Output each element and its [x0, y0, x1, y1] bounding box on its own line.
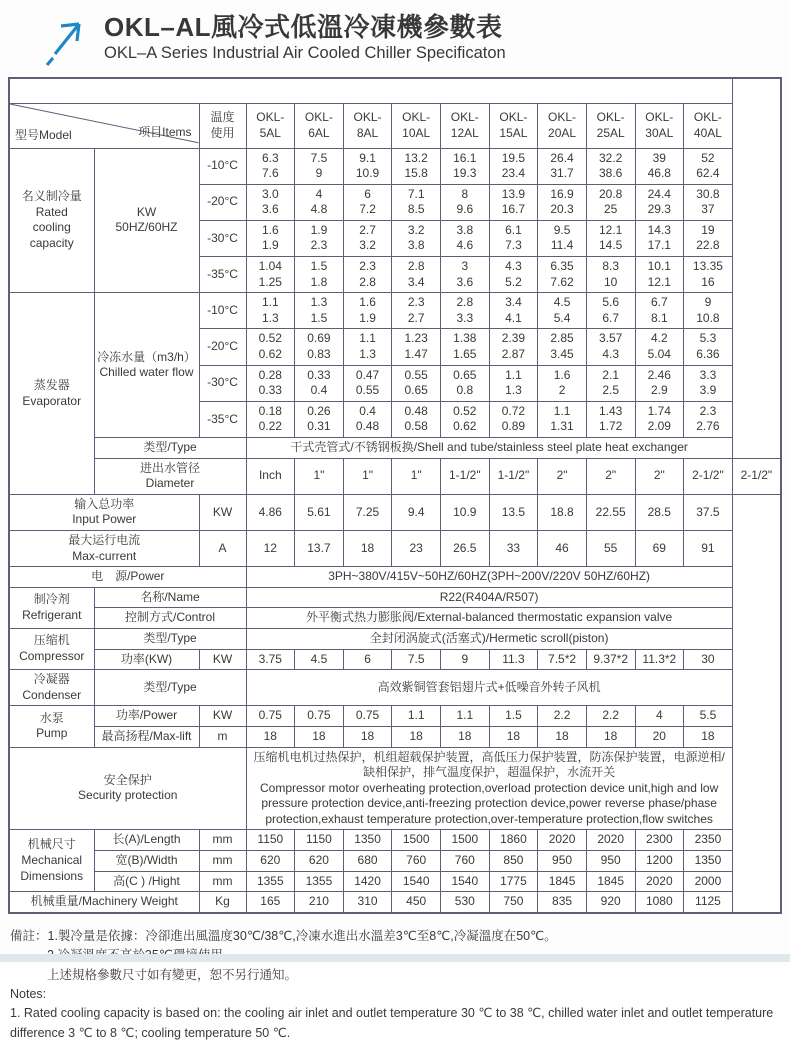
value-cell: 18	[684, 726, 733, 747]
value-cell: 3.2 3.8	[392, 220, 441, 256]
value-cell: 0.28 0.33	[246, 365, 295, 401]
value-cell: 2.2	[538, 706, 587, 727]
table-row	[9, 587, 781, 608]
value-cell: 2.8 3.4	[392, 257, 441, 293]
value-cell: 1080	[635, 892, 684, 913]
value-cell: 1420	[343, 871, 392, 892]
value-cell: 20	[635, 726, 684, 747]
table-row	[9, 747, 781, 830]
value-cell: 2300	[635, 830, 684, 851]
value-cell: 1200	[635, 851, 684, 872]
label-machinery-weight: 机械重量/Machinery Weight	[9, 892, 199, 913]
value-cell: 760	[441, 851, 490, 872]
value-cell: 0.75	[246, 706, 295, 727]
value-cell: 3.57 4.3	[586, 329, 635, 365]
value-cell: 4.5	[295, 649, 344, 670]
unit-kw: KW	[199, 706, 246, 727]
value-cell: 6.1 7.3	[489, 220, 538, 256]
value-cell: 530	[441, 892, 490, 913]
unit-kw: KW	[199, 494, 246, 530]
note-line-zh-3: 上述規格參數尺寸如有變更，恕不另行通知。	[47, 967, 298, 982]
temp-row-label: -30°C	[199, 220, 246, 256]
value-cell: 1-1/2"	[441, 458, 490, 494]
table-row	[9, 458, 781, 494]
value-cell: 0.52 0.62	[441, 401, 490, 437]
value-cell: 1.1 1.3	[489, 365, 538, 401]
value-cell: 2"	[586, 458, 635, 494]
value-cell: 0.52 0.62	[246, 329, 295, 365]
label-compressor-power: 功率(KW)	[94, 649, 199, 670]
unit-kg: Kg	[199, 892, 246, 913]
value-cell: 210	[295, 892, 344, 913]
title-block	[104, 13, 506, 64]
value-cell: 18	[343, 726, 392, 747]
value-cell: 1.1	[441, 706, 490, 727]
unit-inch: Inch	[246, 458, 295, 494]
value-cell: 26.4 31.7	[538, 148, 587, 184]
value-cell: 1.5 1.8	[295, 257, 344, 293]
value-cell: 1.1 1.3	[246, 293, 295, 329]
value-cell: 3.0 3.6	[246, 184, 295, 220]
value-cell: 3 3.6	[441, 257, 490, 293]
value-cell: 1500	[392, 830, 441, 851]
value-cell: 6.3 7.6	[246, 148, 295, 184]
value-cell: 13.9 16.7	[489, 184, 538, 220]
value-cell: 0.47 0.55	[343, 365, 392, 401]
value-cell: 52 62.4	[684, 148, 733, 184]
value-cell: 7.5*2	[538, 649, 587, 670]
value-cell: 9.4	[392, 494, 441, 530]
value-cell: 1.04 1.25	[246, 257, 295, 293]
value-cell: 1.23 1.47	[392, 329, 441, 365]
value-cell: 0.18 0.22	[246, 401, 295, 437]
label-pipe-diameter: 进出水管径 Diameter	[94, 458, 246, 494]
temp-row-label: -10°C	[199, 293, 246, 329]
notes-block	[10, 927, 782, 1043]
value-cell: 69	[635, 530, 684, 566]
value-cell: 7.25	[343, 494, 392, 530]
value-cell: 0.48 0.58	[392, 401, 441, 437]
value-cell: 14.3 17.1	[635, 220, 684, 256]
value-cell: 9.1 10.9	[343, 148, 392, 184]
value-cell: 23	[392, 530, 441, 566]
value-cell: 2.2	[586, 706, 635, 727]
temp-row-label: -20°C	[199, 184, 246, 220]
temp-row-label: -20°C	[199, 329, 246, 365]
temp-row-label: -10°C	[199, 148, 246, 184]
page-title: OKL–AL風冷式低溫冷凍機參數表	[104, 12, 503, 42]
value-cell: 16.1 19.3	[441, 148, 490, 184]
value-cell: 9.37*2	[586, 649, 635, 670]
value-cell: 26.5	[441, 530, 490, 566]
value-cell: 1.38 1.65	[441, 329, 490, 365]
unit-kw: KW	[199, 649, 246, 670]
value-cell: 32.2 38.6	[586, 148, 635, 184]
value-cell: 55	[586, 530, 635, 566]
table-row	[9, 148, 781, 184]
value-cell: 1"	[392, 458, 441, 494]
value-cell: 18	[343, 530, 392, 566]
value-cell: 13.35 16	[684, 257, 733, 293]
label-compressor-type: 类型/Type	[94, 628, 246, 649]
section-mechanical-dimensions: 机械尺寸 Mechanical Dimensions	[9, 830, 94, 892]
value-cell: 920	[586, 892, 635, 913]
model-header: OKL- 6AL	[295, 103, 344, 148]
arrow-up-right-icon	[44, 13, 94, 67]
value-cell: 7.5 9	[295, 148, 344, 184]
value-cell: 450	[392, 892, 441, 913]
value-cell: 18	[392, 726, 441, 747]
label-length: 长(A)/Length	[94, 830, 199, 851]
page-subtitle: OKL–A Series Industrial Air Cooled Chiller Specificaton	[104, 43, 506, 62]
value-cell: 1355	[246, 871, 295, 892]
note-line-en-title: Notes:	[10, 986, 47, 1001]
value-cell: 2-1/2"	[684, 458, 733, 494]
value-cell: 5.6 6.7	[586, 293, 635, 329]
unit-mm: mm	[199, 871, 246, 892]
label-condenser-type: 类型/Type	[94, 670, 246, 706]
table-row	[9, 494, 781, 530]
value-cell: 760	[392, 851, 441, 872]
evaporator-type-value: 干式壳管式/不锈钢板换/Shell and tube/stainless steel plate heat exchanger	[246, 438, 732, 459]
value-cell: 620	[246, 851, 295, 872]
power-supply-value: 3PH~380V/415V~50HZ/60HZ(3PH~200V/220V 50HZ/60HZ)	[246, 567, 732, 588]
value-cell: 20.8 25	[586, 184, 635, 220]
value-cell: 850	[489, 851, 538, 872]
value-cell: 1775	[489, 871, 538, 892]
value-cell: 7.5	[392, 649, 441, 670]
value-cell: 0.75	[295, 706, 344, 727]
value-cell: 1540	[441, 871, 490, 892]
value-cell: 1150	[246, 830, 295, 851]
value-cell: 91	[684, 530, 733, 566]
value-cell: 8.3 10	[586, 257, 635, 293]
value-cell: 1845	[538, 871, 587, 892]
value-cell: 165	[246, 892, 295, 913]
value-cell: 1860	[489, 830, 538, 851]
table-row	[9, 706, 781, 727]
value-cell: 835	[538, 892, 587, 913]
value-cell: 4.5 5.4	[538, 293, 587, 329]
value-cell: 1350	[684, 851, 733, 872]
model-header: OKL- 12AL	[441, 103, 490, 148]
value-cell: 9 10.8	[684, 293, 733, 329]
table-row	[9, 438, 781, 459]
unit-a: A	[199, 530, 246, 566]
value-cell: 1"	[343, 458, 392, 494]
table-row	[9, 628, 781, 649]
section-evaporator: 蒸发器 Evaporator	[9, 293, 94, 495]
label-pump-power: 功率/Power	[94, 706, 199, 727]
corner-header	[9, 103, 199, 148]
value-cell: 1150	[295, 830, 344, 851]
value-cell: 2.8 3.3	[441, 293, 490, 329]
value-cell: 0.65 0.8	[441, 365, 490, 401]
value-cell: 18	[295, 726, 344, 747]
value-cell: 2000	[684, 871, 733, 892]
value-cell: 30.8 37	[684, 184, 733, 220]
value-cell: 2"	[635, 458, 684, 494]
value-cell: 750	[489, 892, 538, 913]
value-cell: 18	[246, 726, 295, 747]
unit-kw-50hz-60hz: KW 50HZ/60HZ	[94, 148, 199, 293]
value-cell: 0.75	[343, 706, 392, 727]
model-header: OKL- 40AL	[684, 103, 733, 148]
value-cell: 1"	[295, 458, 344, 494]
value-cell: 8 9.6	[441, 184, 490, 220]
value-cell: 3.3 3.9	[684, 365, 733, 401]
value-cell: 2-1/2"	[732, 458, 781, 494]
value-cell: 13.7	[295, 530, 344, 566]
value-cell: 0.69 0.83	[295, 329, 344, 365]
value-cell: 13.5	[489, 494, 538, 530]
table-row	[9, 608, 781, 629]
compressor-type-value: 全封闭涡旋式(活塞式)/Hermetic scroll(piston)	[246, 628, 732, 649]
value-cell: 6.7 8.1	[635, 293, 684, 329]
table-row	[9, 830, 781, 851]
value-cell: 1.6 1.9	[343, 293, 392, 329]
value-cell: 1.6 2	[538, 365, 587, 401]
table-row	[9, 851, 781, 872]
table-row	[9, 567, 781, 588]
label-pump-max-lift: 最高扬程/Max-lift	[94, 726, 199, 747]
spec-table	[8, 77, 782, 914]
section-compressor: 压缩机 Compressor	[9, 628, 94, 669]
model-header: OKL- 25AL	[586, 103, 635, 148]
value-cell: 0.55 0.65	[392, 365, 441, 401]
value-cell: 2.7 3.2	[343, 220, 392, 256]
value-cell: 9	[441, 649, 490, 670]
table-row	[9, 670, 781, 706]
value-cell: 4.2 5.04	[635, 329, 684, 365]
section-rated-cooling-capacity: 名义制冷量 Rated cooling capacity	[9, 148, 94, 293]
note-line-zh-1: 備註：1.製冷量是依據：冷卻進出風溫度30℃/38℃,冷凍水進出水溫差3℃至8℃,冷凝溫度在50℃。	[10, 928, 557, 943]
table-row	[9, 293, 781, 329]
temp-usage-header: 温度 使用	[199, 103, 246, 148]
value-cell: 950	[586, 851, 635, 872]
table-row	[9, 649, 781, 670]
value-cell: 37.5	[684, 494, 733, 530]
label-input-power: 输入总功率 Input Power	[9, 494, 199, 530]
value-cell: 4	[635, 706, 684, 727]
value-cell: 2.3 2.7	[392, 293, 441, 329]
value-cell: 3.4 4.1	[489, 293, 538, 329]
table-row	[9, 726, 781, 747]
value-cell: 1350	[343, 830, 392, 851]
label-evaporator-type: 类型/Type	[94, 438, 246, 459]
value-cell: 1540	[392, 871, 441, 892]
value-cell: 310	[343, 892, 392, 913]
model-header: OKL- 8AL	[343, 103, 392, 148]
value-cell: 0.26 0.31	[295, 401, 344, 437]
label-width: 宽(B)/Width	[94, 851, 199, 872]
value-cell: 1.3 1.5	[295, 293, 344, 329]
label-chilled-water-flow: 冷冻水量（m3/h） Chilled water flow	[94, 293, 199, 438]
model-header: OKL- 5AL	[246, 103, 295, 148]
value-cell: 5.5	[684, 706, 733, 727]
value-cell: 24.4 29.3	[635, 184, 684, 220]
value-cell: 0.72 0.89	[489, 401, 538, 437]
value-cell: 950	[538, 851, 587, 872]
unit-mm: mm	[199, 830, 246, 851]
note-line-en-body: 1. Rated cooling capacity is based on: the cooling air inlet and outlet temperature 30 ℃ to 38 ℃, chilled water inlet and outlet temperature difference 3 ℃ to 8 ℃; cooling temperature 50 ℃.	[10, 1006, 774, 1040]
table-row	[9, 892, 781, 913]
value-cell: 1.9 2.3	[295, 220, 344, 256]
label-max-current: 最大运行电流 Max-current	[9, 530, 199, 566]
value-cell: 1.43 1.72	[586, 401, 635, 437]
value-cell: 1355	[295, 871, 344, 892]
value-cell: 4 4.8	[295, 184, 344, 220]
value-cell: 2"	[538, 458, 587, 494]
value-cell: 680	[343, 851, 392, 872]
value-cell: 13.2 15.8	[392, 148, 441, 184]
condenser-type-value: 高效紫铜管套铝翅片式+低噪音外转子风机	[246, 670, 732, 706]
value-cell: 22.55	[586, 494, 635, 530]
value-cell: 1125	[684, 892, 733, 913]
table-row	[9, 871, 781, 892]
value-cell: 1.1	[392, 706, 441, 727]
table-row	[9, 530, 781, 566]
table-row	[9, 78, 781, 103]
temp-row-label: -35°C	[199, 401, 246, 437]
section-security-protection: 安全保护 Security protection	[9, 747, 246, 830]
value-cell: 1.6 1.9	[246, 220, 295, 256]
corner-label-model: 型号Model	[15, 127, 72, 142]
value-cell: 1-1/2"	[489, 458, 538, 494]
value-cell: 19 22.8	[684, 220, 733, 256]
value-cell: 18	[538, 726, 587, 747]
table-title: OKL-AL风冷式低温冷冻机参数表	[9, 78, 732, 103]
value-cell: 2.39 2.87	[489, 329, 538, 365]
value-cell: 12.1 14.5	[586, 220, 635, 256]
value-cell: 11.3*2	[635, 649, 684, 670]
label-power-supply: 电 源/Power	[9, 567, 246, 588]
value-cell: 10.1 12.1	[635, 257, 684, 293]
value-cell: 1500	[441, 830, 490, 851]
section-refrigerant: 制冷剂 Refrigerant	[9, 587, 94, 628]
value-cell: 2020	[538, 830, 587, 851]
security-protection-text: 压缩机电机过热保护，机组超载保护装置，高低压力保护装置，防冻保护装置，电源逆相/缺相保护，排气温度保护，超温保护，水流开关 Compressor motor overheating protection,overload protection device unit,high and low pressure protection device,anti-freezing protection device,power reverse phase/phase protection,exhaust temperature protection,over-temperature protection,flow switches	[246, 747, 732, 830]
value-cell: 2350	[684, 830, 733, 851]
temp-row-label: -35°C	[199, 257, 246, 293]
refrigerant-control-value: 外平衡式热力膨胀阀/External-balanced thermostatic expansion valve	[246, 608, 732, 629]
value-cell: 5.3 6.36	[684, 329, 733, 365]
value-cell: 2.46 2.9	[635, 365, 684, 401]
value-cell: 1.74 2.09	[635, 401, 684, 437]
value-cell: 18.8	[538, 494, 587, 530]
value-cell: 6	[343, 649, 392, 670]
value-cell: 2.1 2.5	[586, 365, 635, 401]
value-cell: 0.33 0.4	[295, 365, 344, 401]
section-pump: 水泵 Pump	[9, 706, 94, 747]
value-cell: 1.1 1.31	[538, 401, 587, 437]
value-cell: 18	[489, 726, 538, 747]
value-cell: 5.61	[295, 494, 344, 530]
unit-mm: mm	[199, 851, 246, 872]
value-cell: 7.1 8.5	[392, 184, 441, 220]
document-header	[0, 0, 790, 75]
value-cell: 18	[441, 726, 490, 747]
label-refrigerant-name: 名称/Name	[94, 587, 246, 608]
value-cell: 6 7.2	[343, 184, 392, 220]
model-header: OKL- 30AL	[635, 103, 684, 148]
temp-row-label: -30°C	[199, 365, 246, 401]
value-cell: 1.1 1.3	[343, 329, 392, 365]
section-condenser: 冷凝器 Condenser	[9, 670, 94, 706]
value-cell: 18	[586, 726, 635, 747]
value-cell: 4.86	[246, 494, 295, 530]
value-cell: 2.3 2.8	[343, 257, 392, 293]
model-header: OKL- 20AL	[538, 103, 587, 148]
value-cell: 2.3 2.76	[684, 401, 733, 437]
value-cell: 46	[538, 530, 587, 566]
value-cell: 16.9 20.3	[538, 184, 587, 220]
value-cell: 0.4 0.48	[343, 401, 392, 437]
value-cell: 4.3 5.2	[489, 257, 538, 293]
value-cell: 12	[246, 530, 295, 566]
value-cell: 9.5 11.4	[538, 220, 587, 256]
value-cell: 6.35 7.62	[538, 257, 587, 293]
label-height: 高(C ) /Hight	[94, 871, 199, 892]
label-refrigerant-control: 控制方式/Control	[94, 608, 246, 629]
refrigerant-name-value: R22(R404A/R507)	[246, 587, 732, 608]
model-header: OKL- 15AL	[489, 103, 538, 148]
model-header: OKL- 10AL	[392, 103, 441, 148]
bottom-band	[0, 954, 790, 962]
spec-table-body	[9, 78, 781, 913]
value-cell: 620	[295, 851, 344, 872]
table-row	[9, 103, 781, 148]
value-cell: 19.5 23.4	[489, 148, 538, 184]
value-cell: 3.8 4.6	[441, 220, 490, 256]
value-cell: 1845	[586, 871, 635, 892]
unit-m: m	[199, 726, 246, 747]
value-cell: 28.5	[635, 494, 684, 530]
value-cell: 1.5	[489, 706, 538, 727]
value-cell: 2020	[635, 871, 684, 892]
value-cell: 2020	[586, 830, 635, 851]
value-cell: 39 46.8	[635, 148, 684, 184]
value-cell: 10.9	[441, 494, 490, 530]
corner-label-items: 项目Items	[138, 124, 192, 139]
value-cell: 2.85 3.45	[538, 329, 587, 365]
value-cell: 30	[684, 649, 733, 670]
value-cell: 3.75	[246, 649, 295, 670]
value-cell: 11.3	[489, 649, 538, 670]
value-cell: 33	[489, 530, 538, 566]
